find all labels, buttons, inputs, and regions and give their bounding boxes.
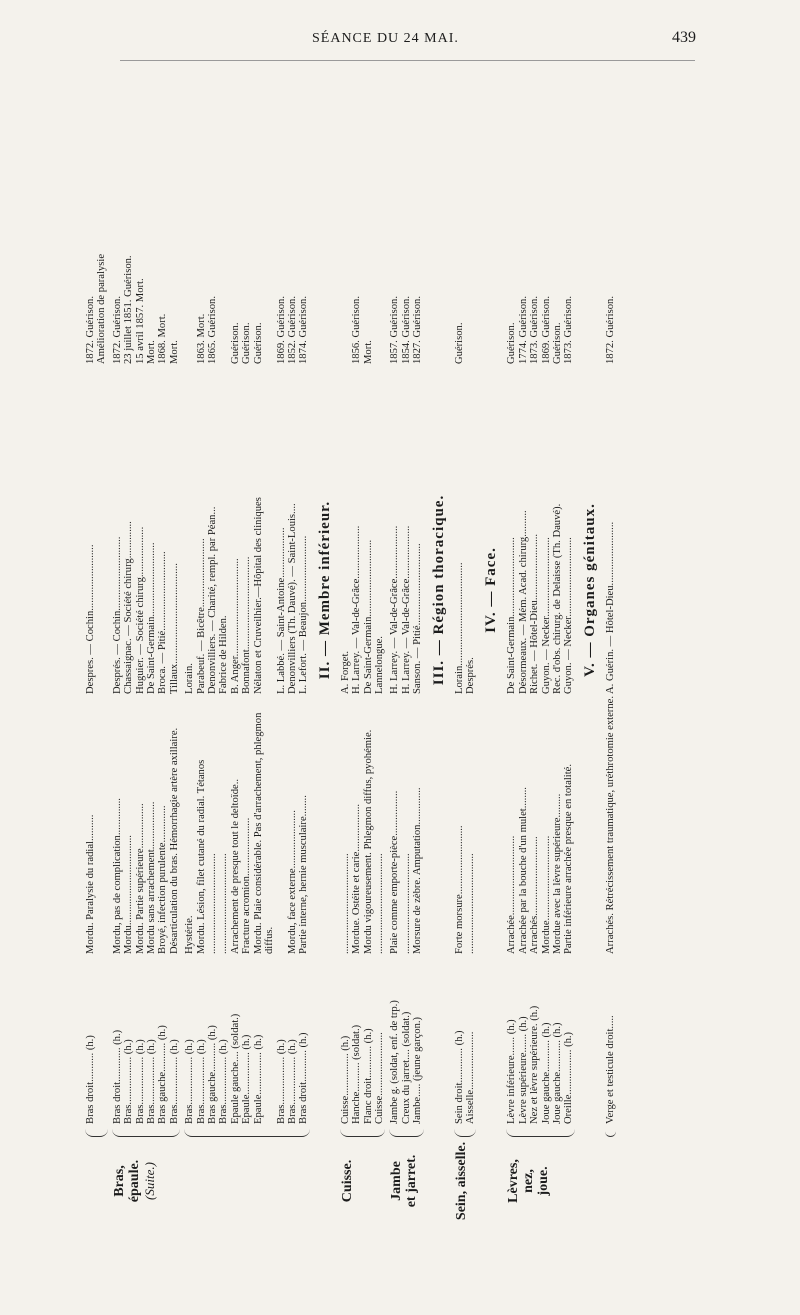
table-row [351,204,362,1124]
table-row [529,204,540,1124]
result-cell: Guérison. [241,322,253,364]
observer-cell: Lannelongue. [373,636,385,694]
nature-cell: ...................................... [339,853,351,954]
observer-cell: L. Labbé. — Saint-Antoine................... [275,527,287,694]
page-number: 439 [672,29,696,46]
site-cell: Verge et testicule droit..... [604,1015,616,1124]
result-cell: 1774. Guérison. [517,296,529,364]
table-group [506,75,574,1225]
group-rows [85,204,108,1124]
table-row [506,204,517,1124]
observer-cell: H. Larrey. — Val-de-Grâce.................... [400,525,412,694]
site-cell: Bras.................. (h.) [195,1039,207,1124]
site-cell: Cuisse................ (h.) [339,1035,351,1124]
brace [85,1126,108,1137]
site-cell: Epaule................ (h.) [241,1034,253,1124]
result-cell: 1874. Guérison. [298,296,310,364]
nature-cell: Mordu sans arrachement.................. [146,801,158,954]
table-group [85,75,108,1225]
result-cell: 1872. Guérison. [111,296,123,364]
table-row [374,204,385,1124]
observer-cell: Bonnafont................................... [241,556,253,694]
brace [454,1126,477,1137]
nature-cell: Morsure de zèbre. Amputation.............. [412,787,424,954]
nature-cell: Mordue. Ostéite et carie.................. [351,803,363,954]
table-row [401,204,412,1124]
table-row [541,204,552,1124]
region-name: Lèvres, nez, joue. [506,1159,552,1203]
observer-cell: Nélaton et Cruveilhier.—Hôpital des cliniques [252,497,264,694]
result-cell: Mort. [168,340,180,364]
site-cell: Epaule gauche.... (soldat.) [229,1013,241,1124]
region-label [340,1137,386,1225]
result-cell: Guérison. [453,322,465,364]
observer-cell: De Saint-Germain............................ [146,542,158,694]
nature-cell: ...................................... [373,853,385,954]
table-row [276,204,287,1124]
table-row [340,204,351,1124]
site-cell: Hanche........... (soldat.) [351,1024,363,1124]
observer-cell: Rec. d'obs. chirurg. de Delaisse (Th. Dauvé). [552,503,563,694]
table-group [184,75,309,1225]
result-cell: 1827. Guérison. [412,296,424,364]
result-cell: 1872. Guérison. [85,296,96,364]
nature-cell: Arrachée.............................. [506,835,518,954]
result-cell: 1873. Guérison. [563,296,575,364]
table-row [112,204,123,1124]
result-cell: 1869. Guérison. [540,296,552,364]
nature-cell: Mordu. Paralysie du radial.......... [85,814,96,954]
table-row [412,204,423,1124]
table-row [96,204,107,1124]
page-header [0,0,800,60]
result-cell: Guérison. [229,322,241,364]
region-note: (Suite.) [141,1162,157,1200]
nature-cell: ...................................... [400,853,412,954]
table-row [253,204,276,1124]
result-cell: Mort. [146,340,158,364]
table-row [241,204,252,1124]
brace [605,1126,616,1137]
result-cell: 1873. Guérison. [529,296,541,364]
result-cell: 1857. Guérison. [389,296,401,364]
region-label [184,1137,309,1225]
nature-cell: Arrachés.............................. [529,836,541,954]
observer-cell: Denonvilliers. — Charité, rempl. par Péan... [207,506,219,694]
table-row [465,204,476,1124]
nature-cell: Mordu. Plaie considérable. Pas d'arrachement, phlegmon diffus. [252,712,276,954]
table-group [340,75,386,1225]
nature-cell: Partie interne, hernie musculaire........ [298,795,310,954]
header-rule [120,60,695,61]
region-label [112,1137,180,1225]
site-cell: Creux du jarret.... (soldat.) [400,1011,412,1124]
result-cell: 1854. Guérison. [400,296,412,364]
section-title: V. — Organes génitaux. [581,503,598,677]
result-cell: 23 juillet 1851. Guérison. [123,255,135,364]
site-cell: Bras droit........... (h.) [85,1035,96,1124]
nature-cell: Arrachement de presque tout le deltoïde.. [229,778,241,954]
table-row [298,204,309,1124]
table-row [230,204,241,1124]
region-label [605,1137,616,1225]
site-cell: Flanc droit............ (h.) [362,1028,374,1124]
result-cell: Guérison. [252,322,264,364]
site-cell: Lèvre inférieure....... (h.) [506,1019,518,1124]
observer-cell: Tillaux...................................... [168,563,180,694]
site-cell: Bras.................. (h.) [134,1039,146,1124]
result-cell: Amélioration de paralysie [96,253,108,364]
observer-cell: H. Larrey. — Val-de-Grâce.................... [389,525,401,694]
table-group [605,75,616,1225]
group-rows [506,204,574,1124]
site-cell: Jambe..... (jeune garçon.) [412,1016,424,1124]
observer-cell: Després. [464,657,476,694]
result-cell: 1856. Guérison. [351,296,363,364]
result-cell: 1872. Guérison. [604,296,616,364]
brace [389,1126,423,1137]
region-name: Bras, épaule. [111,1159,142,1203]
table-row [146,204,157,1124]
nature-cell: Mordu, pas de complication.............. [111,798,123,954]
site-cell: Jambe g. (soldat, enf. de trp.) [389,1000,401,1124]
observer-cell: Sanson. — Pitié............................... [412,543,424,694]
site-cell: Bras.................. (h.) [275,1039,287,1124]
result-cell: 15 avril 1857. Mort. [134,278,146,364]
section-title: IV. — Face. [483,547,500,633]
site-cell: Epaule................ (h.) [252,1034,264,1124]
observer-cell: Chassaignac. — Société chirurg.............. [123,521,135,694]
table-row [196,204,207,1124]
observer-cell: A. Guérin. — Hôtel-Dieu........................ [604,521,616,694]
table-row [85,204,96,1124]
table-row [552,204,563,1124]
result-cell: 1865. Guérison. [207,296,219,364]
nature-cell: Arrachés. Rétrécissement traumatique, uréthrotomie externe. [604,696,616,954]
nature-cell: Mordue avec la lèvre supérieure......... [552,793,563,954]
table-row [518,204,529,1124]
result-cell: Guérison. [552,322,563,364]
nature-cell: Mordu. Partie supérieure................. [134,803,146,954]
table-row [389,204,400,1124]
result-cell: 1868. Mort. [157,313,169,364]
group-rows [605,204,616,1124]
region-name: Jambe et jarret. [389,1154,420,1208]
table-row [135,204,146,1124]
brace [506,1126,574,1137]
table-group [112,75,180,1225]
group-rows [454,204,477,1124]
observer-cell: A. Forget. [339,650,351,694]
region-name: Sein, aisselle. [453,1141,469,1221]
table-row [287,204,298,1124]
nature-cell: Fracture acromion...................... [241,817,253,954]
region-label [454,1137,477,1225]
result-cell: 1863. Mort. [195,313,207,364]
nature-cell: Plaie comme emporte-pièce................. [389,790,401,954]
observer-cell: Guyon. — Necker.............................. [563,537,575,694]
site-cell: Bras.................. (h.) [218,1039,230,1124]
nature-cell: Broyé, infection purulente.............. [157,805,169,954]
site-cell: Bras gauche........... (h.) [207,1025,219,1124]
nature-cell: Désarticulation du bras. Hémorrhagie artère axillaire. [168,727,180,954]
nature-cell: ...................................... [464,853,476,954]
running-title: SÉANCE DU 24 MAI. [312,31,459,46]
site-cell: Lèvre supérieure....... (h.) [517,1016,529,1124]
observer-cell: Denonvilliers (Th. Dauvé). — Saint-Louis.... [286,503,298,694]
observer-cell: De Saint-Germain............................. [362,539,374,694]
site-cell: Bras.................. (h.) [286,1039,298,1124]
table-row [563,204,574,1124]
section-title: III. — Région thoracique. [430,494,447,686]
table-row [218,204,229,1124]
observer-cell: Broca. — Pitié.............................. [157,551,169,694]
site-cell: Joue gauche............ (h.) [540,1022,552,1124]
group-rows [184,204,309,1124]
table-row [123,204,134,1124]
site-cell: Bras gauche........... (h.) [157,1025,169,1124]
result-cell: 1852. Guérison. [286,296,298,364]
site-cell: Cuisse........................ [373,1032,385,1124]
observer-cell: Désormeaux. — Mém. Acad. chirurg.......... [517,510,529,694]
observer-cell: Despres. — Cochin......................... [85,544,96,694]
table-row [207,204,218,1124]
site-cell: Aisselle...................... [464,1031,476,1124]
region-name: Cuisse. [339,1159,355,1203]
observer-cell: L. Lefort. — Beaujon......................... [298,535,310,694]
nature-cell: Mordue................................ [540,835,552,954]
observer-cell: Guyon. — Necker.............................. [540,537,552,694]
site-cell: Bras droit............ (h.) [298,1032,310,1124]
site-cell: Nez et lèvre supérieure. (h.) [529,1005,541,1124]
observations-table [85,75,645,1225]
table-group [389,75,423,1225]
nature-cell: Mordu.................................. [123,835,135,954]
nature-cell: Arrachée par la bouche d'un mulet........ [517,787,529,954]
nature-cell: Mordu. Lésion, filet cutané du radial. Tétanos [195,759,207,954]
section-title: II. — Membre inférieur. [316,500,333,680]
region-label [389,1137,423,1225]
group-rows [389,204,423,1124]
nature-cell: Mordu, face externe...................... [286,810,298,954]
table-row [605,204,616,1124]
nature-cell: ...................................... [207,853,219,954]
nature-cell: Forte morsure.......................... [453,825,465,954]
brace [340,1126,386,1137]
table-group [454,75,477,1225]
group-rows [112,204,180,1124]
region-label [85,1137,108,1225]
observer-cell: Lorain....................................... [453,562,465,694]
result-cell: Guérison. [506,322,518,364]
result-cell: 1869. Guérison. [275,296,287,364]
nature-cell: Mordu vigoureusement. Phlegmon diffus, pyohémie. [362,729,374,954]
observer-cell: Parabeuf. — Bicêtre.......................... [195,538,207,694]
observer-cell: Huguier. — Société chirurg................... [134,526,146,694]
table-row [184,204,195,1124]
brace [112,1126,180,1137]
table-row [454,204,465,1124]
observer-cell: B. Anger..................................... [229,558,241,694]
result-cell: Mort. [362,340,374,364]
observer-cell: H. Larrey. — Val-de-Grâce.................... [351,525,363,694]
observer-cell: Richet. — Hôtel-Dieu......................... [529,533,541,694]
site-cell: Sein droit............. (h.) [453,1030,465,1124]
site-cell: Bras.................. (h.) [146,1039,158,1124]
site-cell: Bras droit............. (h.) [111,1029,123,1124]
nature-cell: Partie inférieure arrachée presque en totalité. [563,764,575,954]
site-cell: Bras.................. (h.) [184,1039,196,1124]
site-cell: Bras.................. (h.) [123,1039,135,1124]
table-row [363,204,374,1124]
brace [184,1126,309,1137]
table-row [169,204,180,1124]
group-rows [340,204,386,1124]
table-row [157,204,168,1124]
nature-cell: Hystérie. [184,915,196,954]
observer-cell: De Saint-Germain.............................. [506,537,518,694]
site-cell: Joue gauche............ (h.) [552,1022,563,1124]
observer-cell: Fabrice de Hilden. [218,615,230,694]
site-cell: Bras.................. (h.) [168,1039,180,1124]
site-cell: Oreille................. (h.) [563,1031,575,1124]
region-label [506,1137,574,1225]
observer-cell: Lorain. [184,663,196,694]
observer-cell: Després. — Cochin............................ [111,536,123,694]
nature-cell: ...................................... [218,853,230,954]
